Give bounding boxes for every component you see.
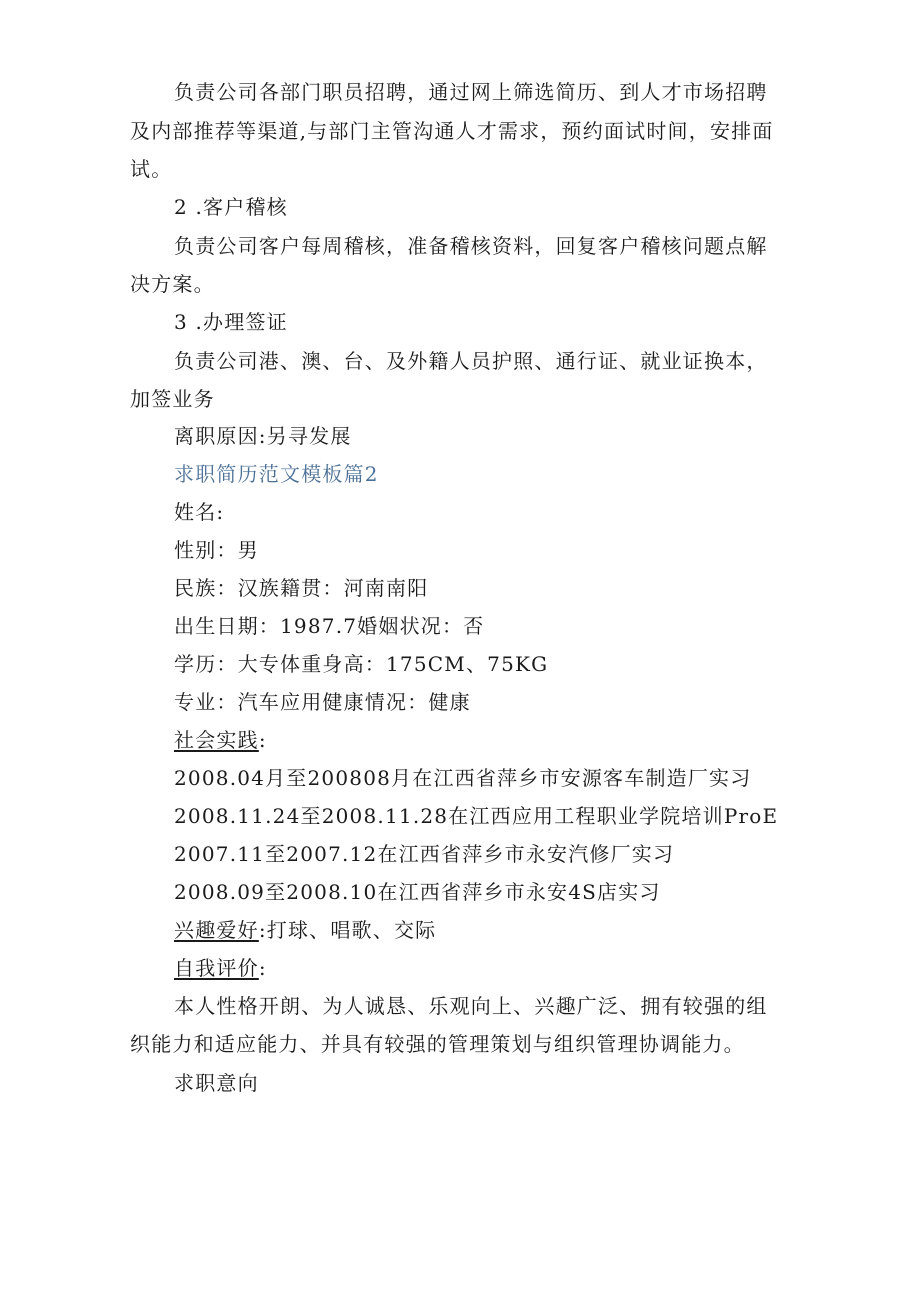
item-heading-visa: 3 .办理签证 [174,310,288,334]
hobby-line [174,917,436,943]
field-education: 学历：大专体重身高：175CM、75KG [174,652,549,676]
field-major: 专业：汽车应用健康情况：健康 [174,690,471,714]
self-evaluation-line2: 织能力和适应能力、并具有较强的管理策划与组织管理协调能力。 [130,1032,745,1056]
self-evaluation-label: 自我评价 [174,956,259,980]
self-evaluation-heading [174,955,267,981]
practice-item: 2008.11.24至2008.11.28在江西应用工程职业学院培训ProE [174,804,779,828]
field-name: 姓名: [174,500,225,524]
practice-item: 2007.11至2007.12在江西省萍乡市永安汽修厂实习 [174,842,675,866]
field-birth: 出生日期：1987.7婚姻状况：否 [174,614,485,638]
paragraph-visa-line1: 负责公司港、澳、台、及外籍人员护照、通行证、就业证换本， [174,349,768,373]
hobby-label: 兴趣爱好 [174,918,259,942]
self-evaluation-colon: : [258,956,267,980]
paragraph-recruitment-line3: 试。 [130,157,173,181]
paragraph-audit-line1: 负责公司客户每周稽核，准备稽核资料，回复客户稽核问题点解 [174,234,768,258]
job-intent-heading: 求职意向 [174,1071,259,1095]
practice-heading [174,727,267,753]
paragraph-recruitment-line2: 及内部推荐等渠道,与部门主管沟通人才需求，预约面试时间，安排面 [130,119,774,143]
practice-item: 2008.09至2008.10在江西省萍乡市永安4S店实习 [174,880,661,904]
practice-item: 2008.04月至200808月在江西省萍乡市安源客车制造厂实习 [174,766,752,790]
section-title: 求职简历范文模板篇2 [174,462,379,486]
self-evaluation-line1: 本人性格开朗、为人诚恳、乐观向上、兴趣广泛、拥有较强的组 [174,994,768,1018]
practice-label: 社会实践 [174,728,259,752]
paragraph-audit-line2: 决方案。 [130,272,215,296]
field-gender: 性别：男 [174,538,259,562]
practice-colon: : [258,728,267,752]
paragraph-recruitment-line1: 负责公司各部门职员招聘，通过网上筛选简历、到人才市场招聘 [174,80,768,104]
leave-reason: 离职原因:另寻发展 [174,424,352,448]
field-ethnicity: 民族：汉族籍贯：河南南阳 [174,576,429,600]
item-heading-audit: 2 .客户稽核 [174,195,288,219]
paragraph-visa-line2: 加签业务 [130,387,215,411]
hobby-text: :打球、唱歌、交际 [258,918,437,942]
